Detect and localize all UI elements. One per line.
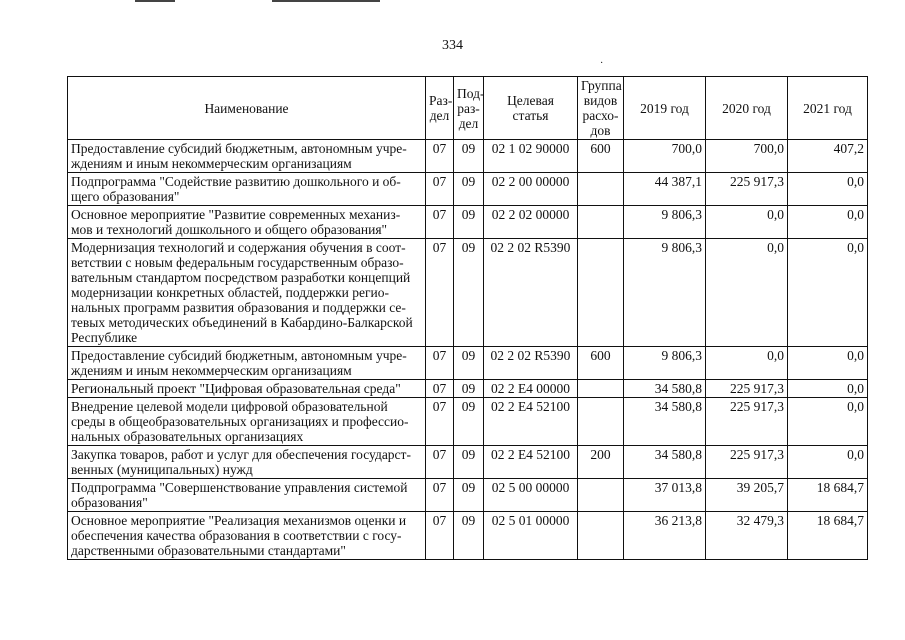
row-2019: 37 013,8 [624,479,706,512]
row-gruppa [578,380,624,398]
row-podrazdel: 09 [454,512,484,560]
row-name-line: Подпрограмма "Совершенствование управления системой [71,480,408,495]
row-gruppa [578,206,624,239]
row-2019: 34 580,8 [624,380,706,398]
table-header-row [68,77,868,140]
row-name-line: ветствии с новым федеральным государственным образо- [71,255,404,270]
row-gruppa: 600 [578,140,624,173]
row-podrazdel: 09 [454,239,484,347]
row-celevaya: 02 2 E4 00000 [484,380,578,398]
header-podrazdel [454,77,484,140]
header-gruppa-line: видов [583,93,618,108]
row-name [68,239,426,347]
row-name-line: модернизации конкретных областей, поддержки регио- [71,285,389,300]
table-row [68,380,868,398]
row-podrazdel: 09 [454,173,484,206]
row-name [68,380,426,398]
row-name-line: дарственными образовательными стандартами" [71,543,346,558]
row-name [68,206,426,239]
scan-dot: · [600,58,604,69]
row-podrazdel: 09 [454,398,484,446]
row-name-line: мов и технологий дошкольного и общего образования" [71,222,388,237]
table-row [68,398,868,446]
row-2020: 700,0 [706,140,788,173]
row-2020: 0,0 [706,206,788,239]
row-podrazdel: 09 [454,479,484,512]
header-2019: 2019 год [624,77,706,140]
row-celevaya: 02 1 02 90000 [484,140,578,173]
row-name-line: щего образования" [71,189,180,204]
row-name-line: Подпрограмма "Содействие развитию дошкольного и об- [71,174,401,189]
row-celevaya: 02 2 E4 52100 [484,446,578,479]
row-2019: 700,0 [624,140,706,173]
row-name-line: нальных образовательных организациях [71,429,304,444]
row-2021: 18 684,7 [788,479,868,512]
row-2019: 9 806,3 [624,347,706,380]
row-podrazdel: 09 [454,347,484,380]
table-row [68,347,868,380]
row-2021: 18 684,7 [788,512,868,560]
row-razdel: 07 [426,380,454,398]
row-celevaya: 02 2 02 00000 [484,206,578,239]
header-gruppa-line: дов [590,123,611,138]
row-name [68,398,426,446]
row-2021: 0,0 [788,398,868,446]
row-name [68,479,426,512]
table-row [68,173,868,206]
row-podrazdel: 09 [454,446,484,479]
row-2020: 0,0 [706,347,788,380]
row-2020: 225 917,3 [706,380,788,398]
table-row [68,140,868,173]
row-2021: 0,0 [788,239,868,347]
header-celevaya-line: Целевая [507,93,554,108]
row-name-line: Предоставление субсидий бюджетным, автономным учре- [71,141,407,156]
table-row [68,239,868,347]
row-name-line: Основное мероприятие "Развитие современных механиз- [71,207,401,222]
row-gruppa [578,479,624,512]
row-razdel: 07 [426,479,454,512]
row-razdel: 07 [426,446,454,479]
row-2019: 34 580,8 [624,446,706,479]
budget-table [67,76,868,560]
row-name-line: Региональный проект "Цифровая образовательная среда" [71,381,401,396]
row-gruppa: 600 [578,347,624,380]
row-name-line: Внедрение целевой модели цифровой образовательной [71,399,388,414]
row-razdel: 07 [426,239,454,347]
row-name-line: венных (муниципальных) нужд [71,462,253,477]
table-row [68,206,868,239]
row-2021: 0,0 [788,206,868,239]
row-2021: 407,2 [788,140,868,173]
top-edge-mark-right [272,0,380,2]
row-name-line: образования" [71,495,148,510]
row-celevaya: 02 2 02 R5390 [484,239,578,347]
row-2019: 44 387,1 [624,173,706,206]
row-name-line: Модернизация технологий и содержания обучения в соот- [71,240,406,255]
header-gruppa [578,77,624,140]
header-razdel-line: Раз- [429,93,453,108]
header-razdel-line: дел [429,108,450,123]
row-gruppa [578,398,624,446]
header-celevaya-line: статья [512,108,549,123]
row-2021: 0,0 [788,380,868,398]
row-gruppa [578,512,624,560]
row-podrazdel: 09 [454,380,484,398]
row-celevaya: 02 2 00 00000 [484,173,578,206]
row-gruppa [578,239,624,347]
row-2019: 9 806,3 [624,206,706,239]
header-celevaya [484,77,578,140]
row-2020: 32 479,3 [706,512,788,560]
row-name-line: нальных программ развития образования и поддержки се- [71,300,406,315]
table-row [68,446,868,479]
row-celevaya: 02 5 00 00000 [484,479,578,512]
row-2019: 34 580,8 [624,398,706,446]
header-name: Наименование [68,77,426,140]
header-gruppa-line: расхо- [582,108,619,123]
row-name-line: Закупка товаров, работ и услуг для обеспечения государст- [71,447,411,462]
row-2020: 225 917,3 [706,398,788,446]
page-number: 334 [442,38,463,53]
row-gruppa: 200 [578,446,624,479]
table-row [68,512,868,560]
row-name [68,446,426,479]
row-podrazdel: 09 [454,206,484,239]
header-podrazdel-line: раз- [457,100,480,116]
row-2021: 0,0 [788,446,868,479]
row-name-line: ждениям и иным некоммерческим организациям [71,156,352,171]
row-2021: 0,0 [788,173,868,206]
row-name-line: тевых методических объединений в Кабардино-Балкарской [71,315,413,330]
row-2020: 225 917,3 [706,173,788,206]
row-name-line: вательным стандартом посредством разработки концепций [71,270,411,285]
top-edge-mark-left [135,0,175,2]
row-2020: 39 205,7 [706,479,788,512]
header-razdel [426,77,454,140]
header-2020: 2020 год [706,77,788,140]
row-name-line: ждениям и иным некоммерческим организациям [71,363,352,378]
row-2019: 9 806,3 [624,239,706,347]
row-name-line: Республике [71,330,138,345]
header-2021: 2021 год [788,77,868,140]
row-razdel: 07 [426,398,454,446]
row-name-line: Основное мероприятие "Реализация механизмов оценки и [71,513,407,528]
row-2019: 36 213,8 [624,512,706,560]
row-celevaya: 02 5 01 00000 [484,512,578,560]
row-podrazdel: 09 [454,140,484,173]
header-podrazdel-line: Под- [457,85,485,101]
row-name [68,140,426,173]
row-2020: 0,0 [706,239,788,347]
row-name [68,347,426,380]
row-razdel: 07 [426,347,454,380]
row-celevaya: 02 2 02 R5390 [484,347,578,380]
row-razdel: 07 [426,140,454,173]
row-celevaya: 02 2 E4 52100 [484,398,578,446]
table-row [68,479,868,512]
row-name-line: обеспечения качества образования в соответствии с госу- [71,528,402,543]
row-name-line: Предоставление субсидий бюджетным, автономным учре- [71,348,407,363]
row-gruppa [578,173,624,206]
row-razdel: 07 [426,173,454,206]
row-2021: 0,0 [788,347,868,380]
header-gruppa-line: Группа [581,78,622,93]
row-name-line: среды в общеобразовательных организациях и профессио- [71,414,409,429]
row-name [68,512,426,560]
row-2020: 225 917,3 [706,446,788,479]
header-podrazdel-line: дел [458,115,479,131]
row-razdel: 07 [426,206,454,239]
row-razdel: 07 [426,512,454,560]
row-name [68,173,426,206]
